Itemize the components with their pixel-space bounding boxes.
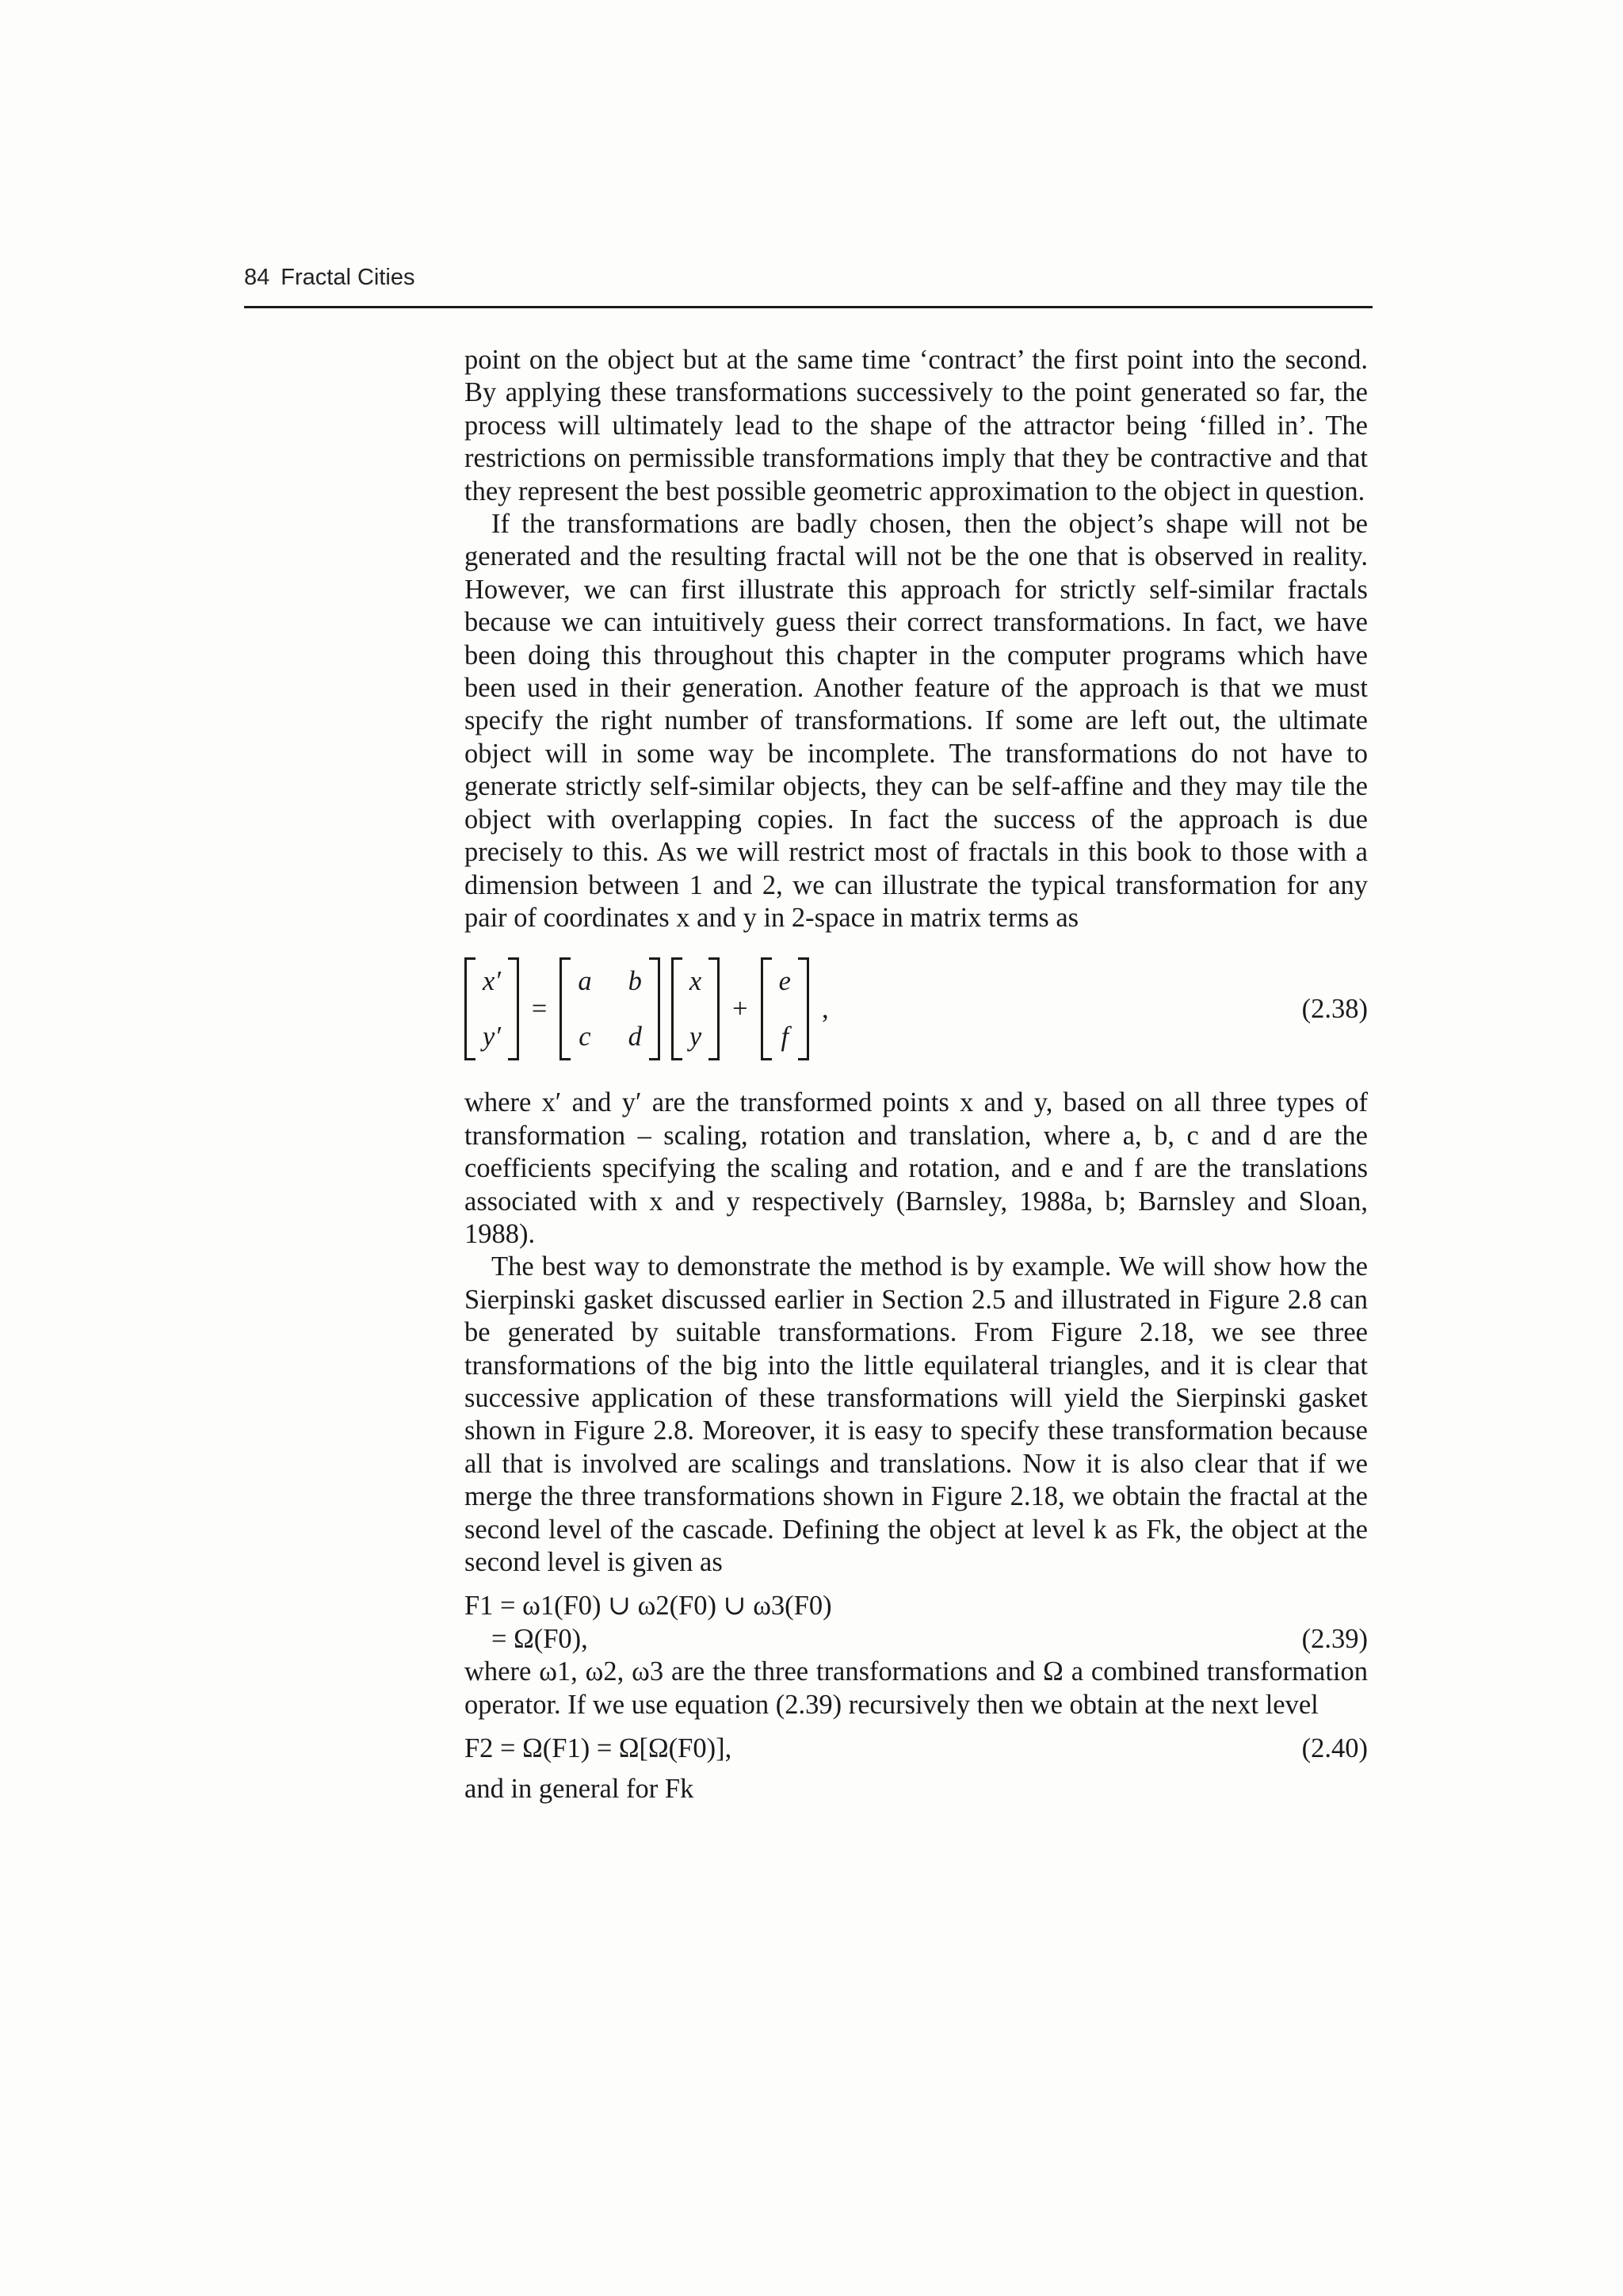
paragraph-4: The best way to demonstrate the method is by example. We will show how the Sierpinski gasket discussed earlier in Section 2.5 and illustrated in Figure 2.8 can be generated by suitable transformations. From Figure 2.18, we see three transformations of the big into the little equilateral triangles, and it is clear that successive application of these transformations will yield the Sierpinski gasket shown in Figure 2.8. Moreover, it is easy to specify these transformation because all that is involved are scalings and translations. Now it is also clear that if we merge the three transformations shown in Figure 2.18, we obtain the fractal at the second level of the cascade. Defining the object at level k as Fk, the object at the second level is given as [464, 1251, 1368, 1577]
equation-number-2-38: (2.38) [1301, 993, 1368, 1024]
running-title: Fractal Cities [281, 265, 415, 290]
paragraph-6: and in general for Fk [464, 1774, 694, 1805]
equation-2-40-expression: F2 = Ω(F1) = Ω[Ω(F0)], [464, 1733, 732, 1763]
coef-c: c [579, 1022, 591, 1052]
input-x: x [689, 966, 702, 997]
coef-a: a [578, 966, 592, 997]
paragraph-1: point on the object but at the same time ‘contract’ the first point into the second. By applying these transformations successively to the point generated so far, the process will ultimately lead to the shape of the attractor being ‘filled in’. The restrictions on permissible transformations imply that they be contractive and that they represent the best possible geometric approximation to the object in question. [464, 345, 1368, 506]
header-rule [244, 306, 1373, 308]
trailing-comma: , [821, 993, 829, 1024]
equation-2-38 [464, 946, 1368, 1072]
equation-2-40 [464, 1733, 1368, 1765]
plus-sign: + [732, 993, 748, 1024]
input-vector [671, 960, 720, 1058]
coefficient-matrix [559, 960, 660, 1058]
equation-2-39-expression: F1 = ω1(F0) ∪ ω2(F0) ∪ ω3(F0) [464, 1591, 832, 1622]
equation-2-39-line-2 [464, 1623, 1368, 1656]
lhs-y-prime: y′ [483, 1022, 501, 1052]
equation-2-39 [464, 1590, 1368, 1656]
running-head [244, 265, 414, 291]
offset-f: f [781, 1022, 789, 1052]
paragraph-5: where ω1, ω2, ω3 are the three transformations and Ω a combined transformation operator. If we use equation (2.39) recursively then we obtain at the next level [464, 1656, 1368, 1720]
equation-2-39-line-1 [464, 1590, 1368, 1622]
lhs-x-prime: x′ [483, 966, 501, 997]
paragraph-3: where x′ and y′ are the transformed points x and y, based on all three types of transformation – scaling, rotation and translation, where a, b, c and d are the coefficients specifying the scaling and rotation, and e and f are the translations associated with x and y respectively (Barnsley, 1988a, b; Barnsley and Sloan, 1988). [464, 1087, 1368, 1249]
paragraph-2: If the transformations are badly chosen, then the object’s shape will not be generated and the resulting fractal will not be the one that is observed in reality. However, we can first illustrate this approach for strictly self-similar fractals because we can intuitively guess their correct transformations. In fact, we have been doing this throughout this chapter in the computer programs which have been used in their generation. Another feature of the approach is that we must specify the right number of transformations. If some are left out, the ultimate object will in some way be incomplete. The transformations do not have to generate strictly self-similar objects, they can be self-affine and they may tile the object with overlapping copies. In fact the success of the approach is due precisely to this. As we will restrict most of fractals in this book to those with a dimension between 1 and 2, we can illustrate the typical transformation for any pair of coordinates x and y in 2-space in matrix terms as [464, 509, 1368, 933]
lhs-vector [464, 960, 519, 1058]
page-number: 84 [244, 265, 270, 290]
coef-b: b [628, 966, 642, 997]
equation-2-39-continuation: = Ω(F0), [491, 1623, 588, 1654]
equation-2-40-line [464, 1733, 1368, 1765]
coef-d: d [628, 1022, 642, 1052]
equation-number-2-39: (2.39) [1301, 1623, 1368, 1654]
equation-number-2-40: (2.40) [1301, 1733, 1368, 1763]
equals-sign: = [531, 993, 548, 1024]
offset-e: e [778, 966, 791, 997]
offset-vector [761, 960, 809, 1058]
body-text [464, 344, 1368, 1806]
matrix-expression [464, 960, 831, 1058]
input-y: y [689, 1022, 702, 1052]
